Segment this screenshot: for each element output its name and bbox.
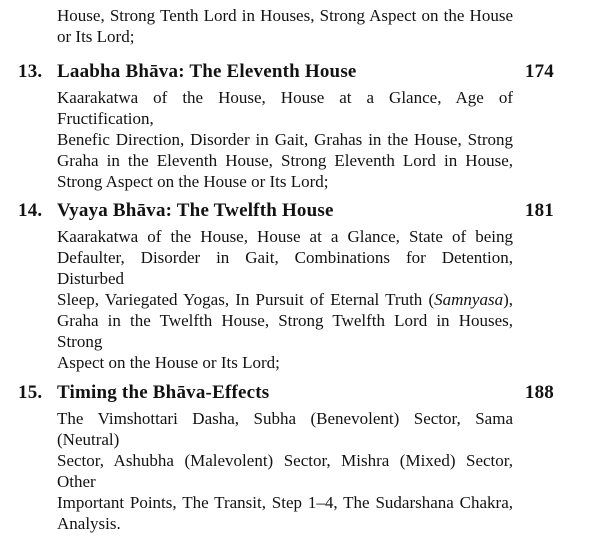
toc-entry-heading <box>0 381 600 405</box>
description-line: Analysis. <box>57 514 121 533</box>
description-line: Graha in the Twelfth House, Strong Twelfth Lord in Houses, Strong <box>57 311 513 351</box>
entry-description <box>57 408 513 534</box>
description-line-with-italic <box>57 289 513 310</box>
entry-title: Timing the Bhāva-Effects <box>57 382 270 403</box>
entry-page-number: 181 <box>524 200 554 221</box>
entry-number: 14. <box>18 200 43 221</box>
description-line: The Vimshottari Dasha, Subha (Benevolent) Sector, Sama (Neutral) <box>57 409 513 449</box>
description-line: Benefic Direction, Disorder in Gait, Grahas in the House, Strong <box>57 130 513 149</box>
continuation-line: or Its Lord; <box>57 27 135 46</box>
entry-page-number: 188 <box>524 382 554 403</box>
entry-title: Laabha Bhāva: The Eleventh House <box>57 61 357 82</box>
description-line: Kaarakatwa of the House, House at a Glance, Age of Fructification, <box>57 88 513 128</box>
toc-entry-heading <box>0 60 600 84</box>
toc-entry-heading <box>0 199 600 223</box>
description-line: Kaarakatwa of the House, House at a Glance, State of being <box>57 227 513 246</box>
entry-title: Vyaya Bhāva: The Twelfth House <box>57 200 334 221</box>
description-line: Sector, Ashubha (Malevolent) Sector, Mishra (Mixed) Sector, Other <box>57 451 513 491</box>
description-line: Defaulter, Disorder in Gait, Combinations for Detention, Disturbed <box>57 248 513 288</box>
toc-entry-13 <box>0 60 600 192</box>
entry-description <box>57 87 513 192</box>
description-text: Sleep, Variegated Yogas, In Pursuit of Eternal Truth ( <box>57 290 435 309</box>
entry-number: 13. <box>18 61 43 82</box>
italic-term: Samnyasa <box>434 290 504 309</box>
description-line: Graha in the Eleventh House, Strong Eleventh Lord in House, <box>57 151 513 170</box>
continuation-line: House, Strong Tenth Lord in Houses, Strong Aspect on the House <box>57 6 513 25</box>
continuation-paragraph <box>57 5 513 47</box>
entry-description <box>57 226 513 373</box>
description-line: Important Points, The Transit, Step 1–4, The Sudarshana Chakra, <box>57 493 513 512</box>
description-line: Strong Aspect on the House or Its Lord; <box>57 172 329 191</box>
description-text: ), <box>503 290 513 309</box>
entry-number: 15. <box>18 382 43 403</box>
description-line: Aspect on the House or Its Lord; <box>57 353 280 372</box>
toc-entry-14 <box>0 199 600 373</box>
toc-entry-15 <box>0 381 600 534</box>
entry-page-number: 174 <box>524 61 554 82</box>
